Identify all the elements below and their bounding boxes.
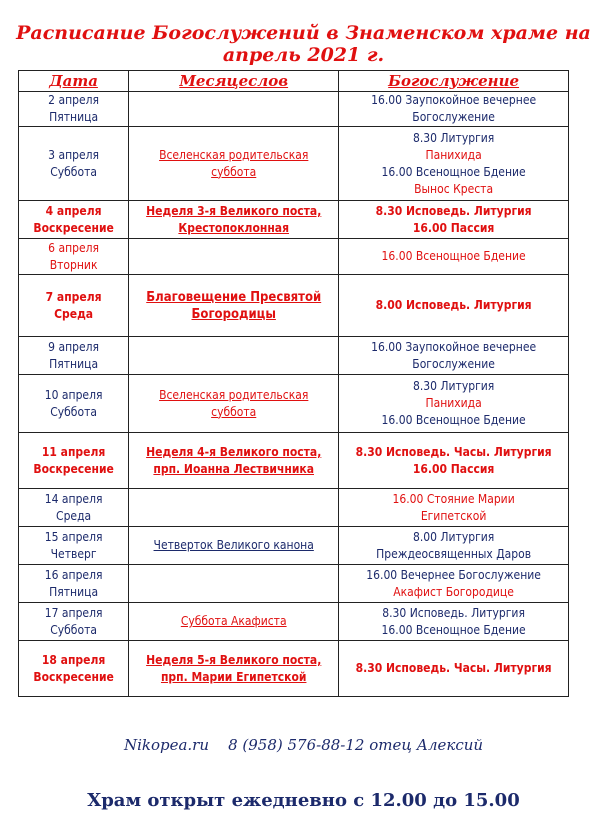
header-date: Дата (19, 71, 129, 92)
table-row (19, 127, 569, 201)
table-row (19, 375, 569, 433)
page-title (0, 22, 607, 66)
date-weekday: Пятница (49, 584, 99, 599)
date-weekday: Суббота (50, 164, 97, 179)
date-day: 4 апреля (45, 203, 102, 218)
date-weekday: Воскресение (33, 461, 114, 476)
date-day: 15 апреля (44, 529, 103, 544)
table-row (19, 275, 569, 337)
date-weekday: Суббота (50, 404, 97, 419)
date-day: 10 апреля (44, 387, 103, 402)
date-cell (19, 275, 129, 337)
calendar-line: Суббота Акафиста (180, 614, 287, 628)
date-cell (19, 201, 129, 239)
date-day: 6 апреля (48, 240, 100, 255)
service-line: 16.00 Всенощное Бдение (381, 413, 526, 427)
table-row (19, 337, 569, 375)
date-day: 3 апреля (48, 147, 100, 162)
date-cell (19, 527, 129, 565)
date-cell (19, 337, 129, 375)
table-row (19, 239, 569, 275)
date-day: 18 апреля (41, 652, 106, 667)
service-cell (339, 527, 569, 565)
date-cell (19, 433, 129, 489)
calendar-cell (129, 603, 339, 641)
calendar-cell (129, 489, 339, 527)
table-row (19, 603, 569, 641)
service-cell (339, 375, 569, 433)
calendar-cell (129, 641, 339, 697)
calendar-line: прп. Иоанна Лествичника (153, 461, 314, 476)
service-line: Панихида (425, 147, 482, 162)
date-weekday: Пятница (49, 356, 99, 371)
table-row (19, 201, 569, 239)
service-line: 8.30 Исповедь. Литургия (382, 605, 525, 620)
service-line: 16.00 Всенощное Бдение (381, 164, 526, 179)
service-line: 8.30 Литургия (412, 379, 495, 393)
opening-hours: Храм открыт ежедневно с 12.00 до 15.00 (87, 790, 520, 811)
date-cell (19, 239, 129, 275)
date-weekday: Вторник (49, 257, 98, 272)
header-row (19, 71, 569, 92)
service-line: 8.30 Исповедь. Часы. Литургия (355, 444, 552, 459)
service-line: 16.00 Стояние Марии (392, 491, 515, 506)
calendar-cell (129, 565, 339, 603)
service-line: 16.00 Вечернее Богослужение (366, 567, 541, 582)
service-line: 16.00 Пассия (412, 461, 495, 476)
calendar-cell (129, 527, 339, 565)
date-day: 2 апреля (48, 93, 100, 107)
date-weekday: Воскресение (33, 220, 114, 235)
table-row (19, 92, 569, 127)
header-calendar: Месяцеслов (129, 71, 339, 92)
title-line-1: Расписание Богослужений в Знаменском храме на (16, 22, 591, 44)
calendar-line: Неделя 5-я Великого поста, (146, 652, 322, 667)
date-cell (19, 489, 129, 527)
service-line: Египетской (420, 508, 487, 523)
date-cell (19, 92, 129, 127)
calendar-cell (129, 239, 339, 275)
calendar-cell (129, 337, 339, 375)
service-cell (339, 433, 569, 489)
date-cell (19, 375, 129, 433)
date-cell (19, 603, 129, 641)
service-line: 8.00 Исповедь. Литургия (375, 298, 532, 312)
service-line: Преждеосвященных Даров (376, 546, 532, 561)
contact-info: Nikopea.ru 8 (958) 576-88-12 отец Алексий (123, 736, 484, 754)
service-line: 16.00 Пассия (412, 220, 495, 235)
schedule-table (18, 70, 569, 697)
calendar-cell (129, 375, 339, 433)
header-service: Богослужение (339, 71, 569, 92)
calendar-line: суббота (211, 164, 257, 179)
calendar-cell (129, 201, 339, 239)
calendar-line: Крестопоклонная (178, 220, 290, 235)
date-weekday: Пятница (49, 110, 99, 124)
service-line: 16.00 Всенощное Бдение (381, 249, 526, 263)
date-weekday: Четверг (50, 546, 97, 561)
service-cell (339, 239, 569, 275)
table-row (19, 433, 569, 489)
date-cell (19, 127, 129, 201)
service-line: Вынос Креста (414, 181, 494, 196)
service-cell (339, 641, 569, 697)
date-weekday: Среда (54, 306, 94, 321)
service-line: 8.30 Исповедь. Литургия (375, 203, 532, 218)
service-cell (339, 275, 569, 337)
date-weekday: Суббота (50, 622, 97, 637)
calendar-line: Богородицы (191, 306, 276, 322)
service-cell (339, 92, 569, 127)
date-cell (19, 641, 129, 697)
date-day: 7 апреля (45, 289, 102, 304)
calendar-line: Неделя 4-я Великого поста, (146, 444, 322, 459)
service-line: Богослужение (412, 110, 495, 124)
service-line: Богослужение (412, 356, 495, 371)
calendar-line: суббота (211, 404, 257, 419)
table-row (19, 641, 569, 697)
service-cell (339, 337, 569, 375)
date-day: 17 апреля (44, 605, 103, 620)
calendar-cell (129, 275, 339, 337)
service-line: 16.00 Заупокойное вечернее (371, 339, 537, 354)
calendar-cell (129, 92, 339, 127)
service-line: Панихида (425, 396, 482, 410)
date-cell (19, 565, 129, 603)
service-line: 8.00 Литургия (412, 529, 495, 544)
calendar-line: Благовещение Пресвятой (146, 289, 322, 305)
service-cell (339, 201, 569, 239)
calendar-cell (129, 433, 339, 489)
calendar-line: прп. Марии Египетской (160, 669, 307, 684)
service-cell (339, 565, 569, 603)
table-row (19, 489, 569, 527)
service-line: 8.30 Литургия (412, 130, 495, 145)
table-row (19, 527, 569, 565)
date-day: 16 апреля (44, 567, 103, 582)
date-weekday: Среда (56, 508, 92, 523)
service-cell (339, 603, 569, 641)
calendar-line: Четверток Великого канона (153, 538, 314, 552)
date-day: 14 апреля (44, 491, 103, 506)
service-cell (339, 489, 569, 527)
date-day: 11 апреля (41, 444, 106, 459)
title-line-2: апрель 2021 г. (222, 44, 385, 66)
date-weekday: Воскресение (33, 669, 114, 684)
service-cell (339, 127, 569, 201)
table-row (19, 565, 569, 603)
calendar-line: Вселенская родительская (159, 147, 309, 162)
calendar-cell (129, 127, 339, 201)
calendar-line: Вселенская родительская (159, 387, 309, 402)
service-line: 16.00 Заупокойное вечернее (371, 93, 537, 107)
service-line: Акафист Богородице (393, 584, 514, 599)
service-line: 16.00 Всенощное Бдение (381, 622, 526, 637)
date-day: 9 апреля (48, 339, 100, 354)
calendar-line: Неделя 3-я Великого поста, (146, 203, 322, 218)
service-line: 8.30 Исповедь. Часы. Литургия (355, 661, 552, 675)
